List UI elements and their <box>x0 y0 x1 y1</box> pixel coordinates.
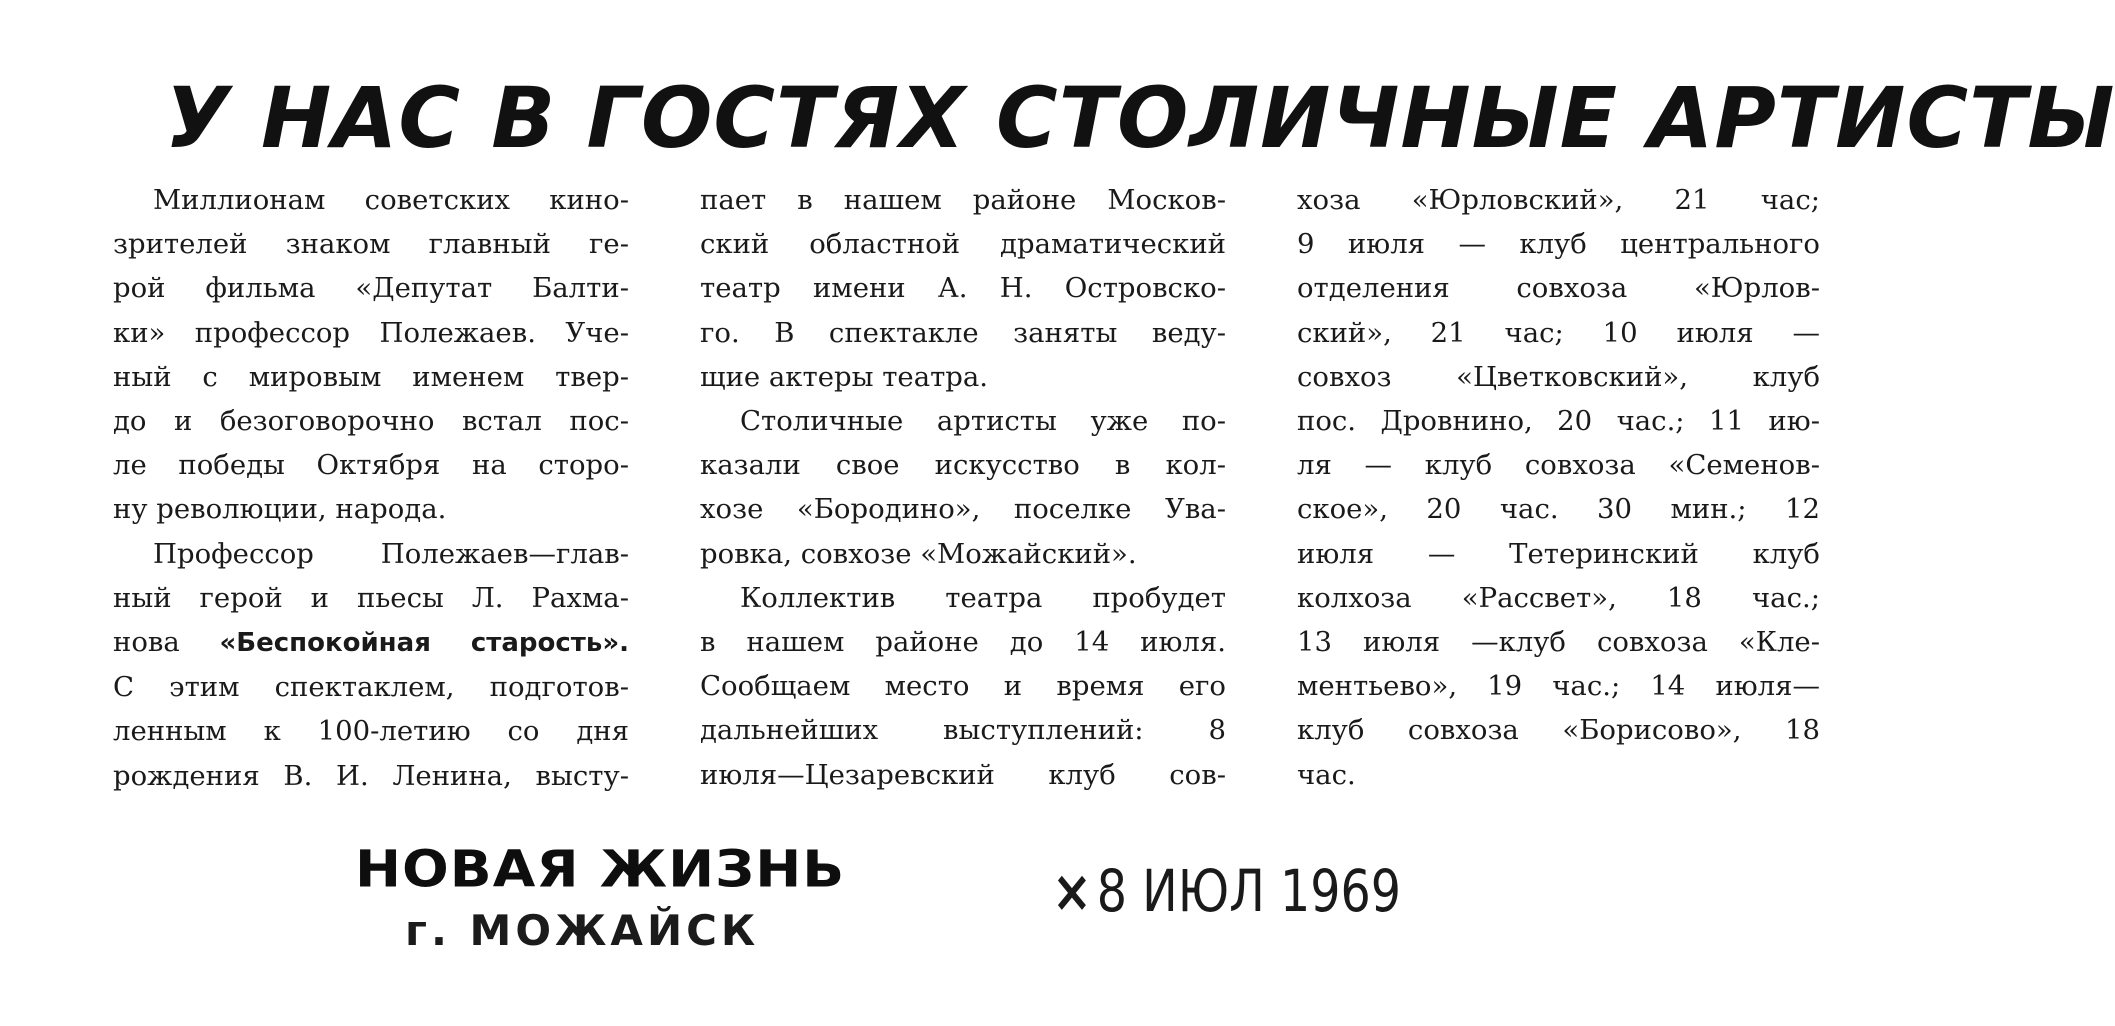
text-line: июля—Цезаревский клуб сов- <box>700 758 1226 791</box>
text-line: С этим спектаклем, подготов- <box>113 671 629 704</box>
text-line: щие актеры театра. <box>700 360 989 393</box>
newspaper-source-stamp <box>355 836 846 956</box>
newspaper-city: г. МОЖАЙСК <box>405 906 760 955</box>
text-line <box>113 620 629 665</box>
text-line: июля — Тетеринский клуб <box>1297 537 1820 570</box>
text-line: рождения В. И. Ленина, высту- <box>113 759 629 792</box>
text-line: ментьево», 19 час.; 14 июля— <box>1297 670 1820 703</box>
article-column-3 <box>1297 178 1820 797</box>
text-line: пает в нашем районе Москов- <box>700 184 1226 216</box>
play-title: «Беспокойная старость». <box>219 628 629 659</box>
newspaper-name: НОВАЯ ЖИЗНЬ <box>355 839 846 899</box>
text-line: го. В спектакле заняты веду- <box>700 316 1226 349</box>
text-line: ское», 20 час. 30 мин.; 12 <box>1297 493 1820 526</box>
article-column-1 <box>113 178 629 798</box>
text-line: колхоза «Рассвет», 18 час.; <box>1297 581 1820 614</box>
text-line: клуб совхоза «Борисово», 18 <box>1297 714 1820 747</box>
text-line: 13 июля —клуб совхоза «Кле- <box>1297 626 1820 659</box>
text-line: зрителей знаком главный ге- <box>113 228 629 261</box>
text-line: ский», 21 час; 10 июля — <box>1297 316 1820 349</box>
text-line: ский областной драматический <box>700 228 1226 261</box>
text-line: совхоз «Цветковский», клуб <box>1297 360 1820 393</box>
text-line: Сообщаем место и время его <box>700 670 1226 703</box>
text-line: ровка, совхозе «Можайский». <box>700 537 1137 570</box>
text-line: театр имени А. Н. Островско- <box>700 272 1226 305</box>
text-line: Профессор Полежаев—глав- <box>153 537 629 570</box>
text-line: ки» профессор Полежаев. Уче- <box>113 316 629 349</box>
text-line: ленным к 100-летию со дня <box>113 715 629 748</box>
text-line: Коллектив театра пробудет <box>740 581 1226 614</box>
text-line: хозе «Бородино», поселке Ува- <box>700 493 1226 526</box>
text-line: ну революции, народа. <box>113 493 447 526</box>
text-line: хоза «Юрловский», 21 час; <box>1297 184 1820 216</box>
text-line: ля — клуб совхоза «Семенов- <box>1297 449 1820 482</box>
text-line: в нашем районе до 14 июля. <box>700 626 1226 659</box>
date-stamp <box>1052 856 1401 926</box>
text-line: ный с мировым именем твер- <box>113 360 629 393</box>
text-line: дальнейших выступлений: 8 <box>700 714 1226 747</box>
text-line: казали свое искусство в кол- <box>700 449 1226 482</box>
text-line: отделения совхоза «Юрлов- <box>1297 272 1820 305</box>
text-line: ный герой и пьесы Л. Рахма- <box>113 581 629 614</box>
text-line: ле победы Октября на сторо- <box>113 449 629 482</box>
stamp-date: 8 ИЮЛ 1969 <box>1096 857 1401 925</box>
text-line: час. <box>1297 758 1356 791</box>
text-fragment: нова <box>113 626 180 659</box>
text-line: рой фильма «Депутат Балти- <box>113 272 629 305</box>
text-line: до и безоговорочно встал пос- <box>113 405 629 438</box>
text-line: Миллионам советских кино- <box>153 184 629 216</box>
article-headline: У НАС В ГОСТЯХ СТОЛИЧНЫЕ АРТИСТЫ <box>165 69 2115 167</box>
cross-mark-icon: × <box>1052 857 1092 925</box>
text-line: пос. Дровнино, 20 час.; 11 ию- <box>1297 405 1820 438</box>
text-line: Столичные артисты уже по- <box>740 405 1226 438</box>
text-line: 9 июля — клуб центрального <box>1297 228 1820 261</box>
article-column-2 <box>700 178 1226 797</box>
